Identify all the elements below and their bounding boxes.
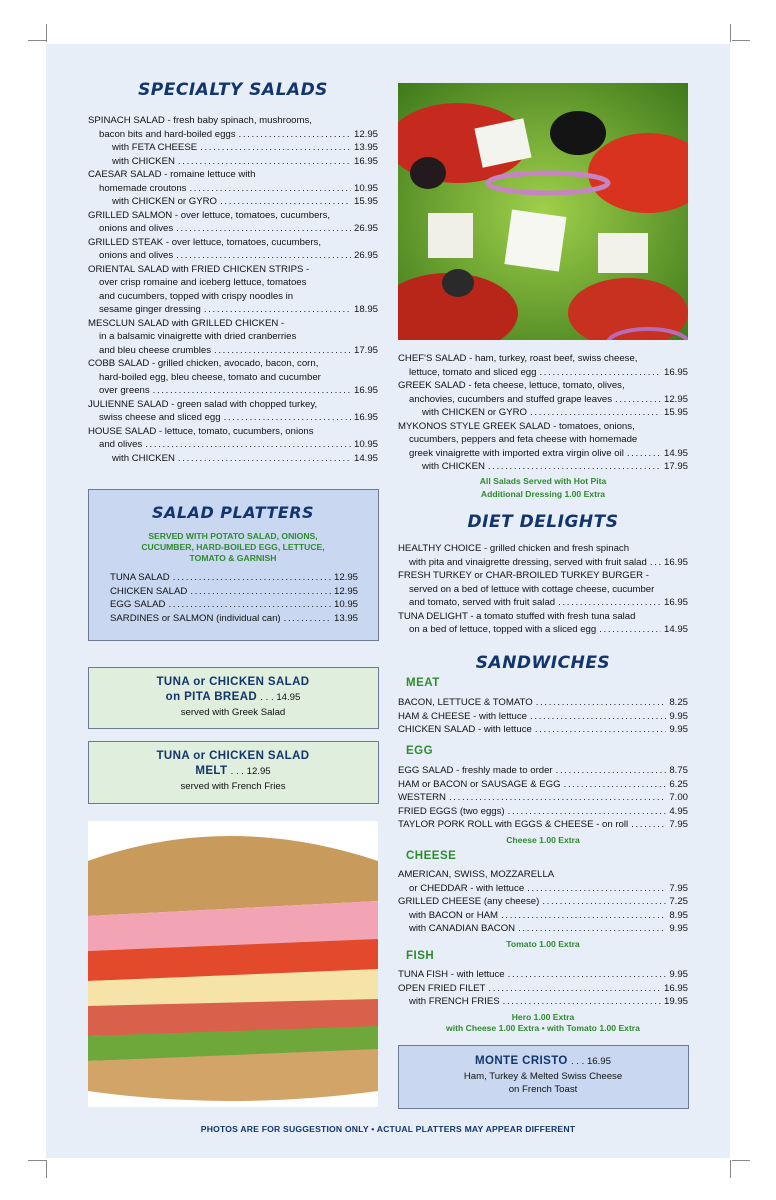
menu-line [398, 542, 688, 556]
menu-item-text: TUNA DELIGHT - a tomato stuffed with fresh tuna salad [398, 610, 636, 622]
egg-list [398, 764, 688, 832]
menu-item-text: served on a bed of lettuce with cottage cheese, cucumber [409, 583, 655, 595]
menu-item-price: 14.95 [663, 624, 688, 635]
dot-leader [631, 818, 666, 832]
menu-line [110, 598, 358, 612]
pita-sub: served with Greek Salad [180, 707, 286, 718]
menu-item-text: and cucumbers, topped with crispy noodles in [99, 290, 294, 302]
diet-delights-title: DIET DELIGHTS [467, 512, 619, 532]
menu-line [88, 155, 378, 169]
salads-pita-note: All Salads Served with Hot Pita [479, 476, 607, 486]
menu-item-price: 8.95 [669, 909, 688, 921]
dot-leader [530, 710, 666, 724]
menu-line [88, 263, 378, 277]
menu-line [88, 371, 378, 385]
menu-item-text: swiss cheese and sliced egg [99, 412, 221, 423]
menu-item-text: over greens [99, 385, 150, 396]
menu-line [110, 612, 358, 626]
menu-line [398, 596, 688, 610]
dot-leader [189, 182, 351, 196]
platters-desc-2: CUCUMBER, HARD-BOILED EGG, LETTUCE, [141, 542, 325, 552]
menu-item-price: 9.95 [669, 710, 688, 722]
monte-sub-1: Ham, Turkey & Melted Swiss Cheese [463, 1071, 623, 1082]
menu-line [398, 778, 688, 792]
menu-line [88, 384, 378, 398]
menu-item-text: HAM & CHEESE - with lettuce [398, 710, 528, 722]
dot-leader [508, 805, 667, 819]
menu-item-text: AMERICAN, SWISS, MOZZARELLA [398, 869, 555, 880]
menu-item-text: with CHICKEN [112, 155, 175, 167]
menu-line [398, 805, 688, 819]
menu-item-price: 7.00 [669, 792, 688, 803]
menu-item-text: TAYLOR PORK ROLL with EGGS & CHEESE - on roll [398, 819, 629, 830]
menu-item-text: GRILLED CHEESE (any cheese) [398, 896, 540, 907]
dot-leader [145, 438, 351, 452]
menu-item-price: 12.95 [333, 585, 358, 597]
menu-item-text: FRIED EGGS (two eggs) [398, 805, 505, 817]
menu-line [398, 433, 688, 447]
menu-line [398, 583, 688, 597]
menu-line [398, 569, 688, 583]
menu-item-price: 6.25 [669, 778, 688, 790]
dot-leader [488, 460, 661, 474]
monte-sub-2: on French Toast [508, 1084, 578, 1095]
dot-leader [178, 452, 351, 466]
menu-line [88, 425, 378, 439]
egg-note: Cheese 1.00 Extra [506, 835, 580, 845]
menu-line [398, 610, 688, 624]
menu-line [88, 276, 378, 290]
menu-line [398, 379, 688, 393]
menu-item-price: 8.25 [669, 697, 688, 708]
menu-item-text: hard-boiled egg, bleu cheese, tomato and cucumber [99, 371, 321, 383]
menu-item-price: 13.95 [353, 142, 378, 153]
menu-line [88, 357, 378, 371]
menu-line [110, 585, 358, 599]
footer-note: PHOTOS ARE FOR SUGGESTION ONLY • ACTUAL PLATTERS MAY APPEAR DIFFERENT [200, 1124, 576, 1134]
dot-leader [542, 895, 666, 909]
menu-item-price: 17.95 [663, 461, 688, 472]
platters-desc-1: SERVED WITH POTATO SALAD, ONIONS, [148, 531, 318, 541]
monte-name: MONTE CRISTO [475, 1055, 568, 1067]
menu-item-text: and tomato, served with fruit salad [409, 597, 556, 608]
menu-line [88, 222, 378, 236]
menu-item-text: GRILLED STEAK - over lettuce, tomatoes, cucumbers, [88, 236, 322, 248]
menu-line [398, 447, 688, 461]
menu-item-text: onions and olives [99, 250, 174, 261]
menu-item-price: 15.95 [663, 407, 688, 418]
melt-line2: MELT [195, 765, 228, 777]
menu-item-text: OPEN FRIED FILET [398, 982, 486, 994]
dot-leader [153, 384, 351, 398]
dot-leader [518, 922, 666, 936]
menu-item-price: 16.95 [353, 412, 378, 423]
sandwiches-title: SANDWICHES [475, 653, 611, 673]
menu-item-price: 16.95 [353, 155, 378, 167]
right-salads-list [398, 352, 688, 474]
dot-leader [449, 791, 666, 805]
dot-leader [536, 696, 667, 710]
menu-item-price: 16.95 [663, 982, 688, 994]
menu-item-text: with FRENCH FRIES [409, 996, 500, 1007]
menu-item-text: sesame ginger dressing [99, 304, 201, 315]
menu-item-text: HOUSE SALAD - lettuce, tomato, cucumbers, onions [88, 425, 314, 437]
menu-item-text: MYKONOS STYLE GREEK SALAD - tomatoes, onions, [398, 420, 635, 432]
greek-salad-photo [398, 83, 688, 340]
menu-line [398, 791, 688, 805]
specialty-salads-list [88, 114, 378, 465]
fish-label: FISH [406, 950, 435, 962]
dot-leader [558, 596, 661, 610]
menu-line [398, 393, 688, 407]
dot-leader [488, 982, 661, 996]
menu-item-text: bacon bits and hard-boiled eggs [99, 128, 236, 140]
menu-line [398, 556, 688, 570]
menu-item-text: onions and olives [99, 223, 174, 234]
menu-item-text: TUNA SALAD [110, 572, 170, 583]
menu-item-text: HEALTHY CHOICE - grilled chicken and fresh spinach [398, 543, 630, 554]
melt-price: 12.95 [246, 766, 271, 777]
salad-platters-title: SALAD PLATTERS [151, 503, 315, 522]
menu-item-price: 10.95 [353, 439, 378, 450]
dot-leader [168, 598, 331, 612]
menu-item-text: with CHICKEN [422, 461, 485, 472]
dot-leader [530, 406, 661, 420]
pita-line2-row: on PITA BREAD . . . 14.95 [165, 691, 301, 703]
menu-item-text: homemade croutons [99, 182, 187, 194]
pita-line1: TUNA or CHICKEN SALAD [156, 676, 310, 688]
menu-line [398, 895, 688, 909]
menu-item-price: 14.95 [663, 447, 688, 459]
menu-line [88, 303, 378, 317]
crop-mark [730, 1160, 731, 1178]
menu-line [398, 420, 688, 434]
menu-line [88, 249, 378, 263]
menu-item-price: 16.95 [663, 366, 688, 378]
diet-delights-list [398, 542, 688, 637]
dot-leader [501, 909, 666, 923]
menu-line [88, 236, 378, 250]
menu-line [398, 696, 688, 710]
menu-item-text: lettuce, tomato and sliced egg [409, 366, 537, 378]
cheese-label: CHEESE [406, 850, 457, 862]
cheese-list [398, 868, 688, 936]
menu-line [88, 452, 378, 466]
dot-leader [176, 249, 351, 263]
monte-row: MONTE CRISTO . . . 16.95 [475, 1055, 611, 1067]
menu-item-text: GRILLED SALMON - over lettuce, tomatoes, cucumbers, [88, 209, 331, 221]
menu-item-price: 26.95 [353, 250, 378, 261]
dot-leader [539, 366, 661, 380]
cheese-note: Tomato 1.00 Extra [506, 939, 580, 949]
menu-item-price: 4.95 [669, 805, 688, 817]
menu-item-text: FRESH TURKEY or CHAR-BROILED TURKEY BURGER - [398, 570, 649, 581]
menu-line [398, 922, 688, 936]
crop-mark [730, 24, 731, 42]
menu-line [398, 460, 688, 474]
menu-line [88, 168, 378, 182]
menu-item-price: 16.95 [663, 556, 688, 568]
dot-leader [627, 447, 661, 461]
menu-line [88, 438, 378, 452]
dot-leader [173, 571, 331, 585]
melt-sub: served with French Fries [180, 781, 286, 792]
menu-item-price: 9.95 [669, 969, 688, 980]
specialty-salads-title: SPECIALTY SALADS [138, 80, 328, 100]
menu-item-text: MESCLUN SALAD with GRILLED CHICKEN - [88, 317, 285, 329]
monte-price: 16.95 [586, 1056, 611, 1067]
menu-item-text: on a bed of lettuce, topped with a sliced egg [409, 624, 597, 635]
menu-item-text: TUNA FISH - with lettuce [398, 969, 505, 980]
menu-item-text: cucumbers, peppers and feta cheese with homemade [409, 434, 638, 445]
menu-item-text: CAESAR SALAD - romaine lettuce with [88, 169, 256, 180]
menu-item-price: 16.95 [353, 385, 378, 396]
menu-item-text: anchovies, cucumbers and stuffed grape leaves [409, 393, 613, 405]
menu-line [398, 710, 688, 724]
menu-line [398, 723, 688, 737]
dot-leader [220, 195, 351, 209]
menu-item-text: CHEF'S SALAD - ham, turkey, roast beef, swiss cheese, [398, 353, 638, 364]
dot-leader [178, 155, 351, 169]
menu-item-price: 16.95 [663, 597, 688, 608]
menu-line [88, 195, 378, 209]
menu-item-price: 12.95 [353, 128, 378, 140]
menu-item-text: with FETA CHEESE [112, 142, 198, 153]
dot-leader [239, 128, 351, 142]
menu-item-text: ORIENTAL SALAD with FRIED CHICKEN STRIPS - [88, 263, 310, 275]
pita-line2: on PITA BREAD [165, 691, 258, 703]
menu-line [110, 571, 358, 585]
menu-item-text: GREEK SALAD - feta cheese, lettuce, tomato, olives, [398, 380, 625, 391]
dot-leader [503, 995, 661, 1009]
dot-leader [190, 585, 331, 599]
menu-line [88, 411, 378, 425]
dot-leader [224, 411, 351, 425]
menu-line [398, 995, 688, 1009]
menu-item-text: with CHICKEN or GYRO [422, 407, 528, 418]
menu-item-price: 26.95 [353, 223, 378, 234]
dot-leader [204, 303, 351, 317]
menu-line [88, 398, 378, 412]
menu-item-price: 7.25 [669, 896, 688, 907]
menu-item-text: and bleu cheese crumbles [99, 344, 211, 356]
menu-item-price: 14.95 [353, 452, 378, 464]
menu-item-text: SPINACH SALAD - fresh baby spinach, mushrooms, [88, 115, 312, 126]
menu-line [88, 182, 378, 196]
menu-item-text: or CHEDDAR - with lettuce [409, 882, 525, 894]
menu-line [398, 818, 688, 832]
melt-line1: TUNA or CHICKEN SALAD [156, 750, 310, 762]
egg-label: EGG [406, 745, 434, 757]
crop-mark [28, 1160, 46, 1161]
menu-line [88, 330, 378, 344]
dot-leader [564, 778, 667, 792]
menu-line [88, 290, 378, 304]
menu-item-text: with CHICKEN or GYRO [112, 196, 218, 207]
fish-note-2: with Cheese 1.00 Extra • with Tomato 1.00 Extra [446, 1023, 640, 1033]
menu-item-price: 9.95 [669, 724, 688, 735]
sandwich-photo [88, 821, 378, 1107]
dot-leader [508, 968, 667, 982]
menu-line [88, 317, 378, 331]
dot-leader [527, 882, 666, 896]
menu-item-price: 12.95 [663, 393, 688, 405]
menu-item-price: 8.75 [669, 765, 688, 776]
menu-item-text: CHICKEN SALAD [110, 585, 188, 597]
menu-item-text: with CANADIAN BACON [409, 923, 516, 934]
crop-mark [28, 40, 46, 41]
menu-item-text: greek vinaigrette with imported extra virgin olive oil [409, 447, 624, 459]
menu-item-text: WESTERN [398, 792, 446, 803]
menu-item-text: with BACON or HAM [409, 909, 499, 921]
menu-item-price: 19.95 [663, 996, 688, 1007]
menu-item-text: EGG SALAD - freshly made to order [398, 765, 553, 776]
dot-leader [650, 556, 661, 570]
menu-line [88, 209, 378, 223]
menu-line [398, 968, 688, 982]
menu-item-text: SARDINES or SALMON (individual can) [110, 612, 281, 624]
menu-line [398, 366, 688, 380]
dressing-note: Additional Dressing 1.00 Extra [480, 489, 606, 499]
menu-item-price: 7.95 [669, 882, 688, 894]
menu-item-text: EGG SALAD [110, 599, 166, 610]
platters-desc-3: TOMATO & GARNISH [189, 553, 277, 563]
menu-line [398, 982, 688, 996]
melt-line2-row: MELT . . . 12.95 [195, 765, 271, 777]
dot-leader [535, 723, 666, 737]
menu-item-price: 7.95 [669, 819, 688, 830]
pita-price: 14.95 [276, 692, 301, 703]
dot-leader [214, 344, 351, 358]
menu-item-text: COBB SALAD - grilled chicken, avocado, bacon, corn, [88, 358, 319, 369]
menu-item-price: 13.95 [333, 612, 358, 624]
menu-item-price: 9.95 [669, 923, 688, 934]
fish-list [398, 968, 688, 1009]
crop-mark [732, 1160, 750, 1161]
menu-item-text: HAM or BACON or SAUSAGE & EGG [398, 778, 561, 790]
menu-line [398, 868, 688, 882]
menu-item-text: BACON, LETTUCE & TOMATO [398, 697, 533, 708]
dot-leader [284, 612, 331, 626]
menu-item-text: and olives [99, 439, 143, 450]
menu-item-text: over crisp romaine and iceberg lettuce, tomatoes [99, 277, 307, 288]
menu-item-price: 17.95 [353, 344, 378, 356]
menu-item-price: 10.95 [333, 599, 358, 610]
meat-list [398, 696, 688, 737]
crop-mark [46, 1160, 47, 1178]
menu-item-text: CHICKEN SALAD - with lettuce [398, 724, 532, 735]
menu-line [398, 882, 688, 896]
menu-line [398, 352, 688, 366]
menu-item-text: in a balsamic vinaigrette with dried cranberries [99, 331, 297, 342]
dot-leader [200, 141, 351, 155]
menu-item-price: 18.95 [353, 304, 378, 315]
menu-item-price: 10.95 [353, 182, 378, 194]
menu-item-price: 15.95 [353, 196, 378, 207]
meat-label: MEAT [406, 677, 440, 689]
menu-line [398, 764, 688, 778]
menu-line [88, 344, 378, 358]
menu-line [88, 114, 378, 128]
platters-list [110, 571, 358, 625]
dot-leader [556, 764, 667, 778]
menu-line [398, 623, 688, 637]
menu-line [398, 406, 688, 420]
crop-mark [732, 40, 750, 41]
dot-leader [599, 623, 661, 637]
menu-item-text: with CHICKEN [112, 452, 175, 464]
menu-item-price: 12.95 [333, 572, 358, 583]
menu-line [88, 141, 378, 155]
menu-item-text: JULIENNE SALAD - green salad with chopped turkey, [88, 398, 318, 410]
menu-line [88, 128, 378, 142]
menu-line [398, 909, 688, 923]
dot-leader [176, 222, 351, 236]
menu-item-text: with pita and vinaigrette dressing, served with fruit salad [409, 556, 647, 568]
crop-mark [46, 24, 47, 42]
dot-leader [615, 393, 661, 407]
fish-note-1: Hero 1.00 Extra [511, 1012, 575, 1022]
